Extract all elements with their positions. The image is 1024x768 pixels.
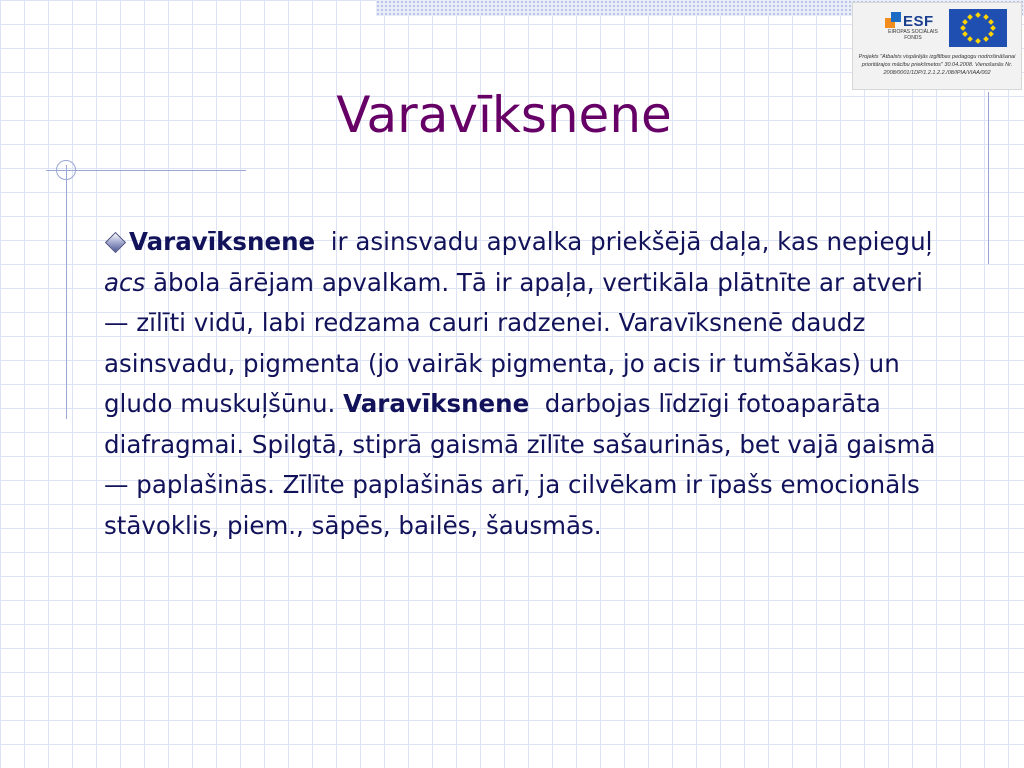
decor-ring bbox=[56, 160, 76, 180]
esf-logo-panel bbox=[852, 2, 1022, 90]
eu-flag-icon bbox=[949, 9, 1007, 47]
slide-title: Varavīksnene bbox=[336, 86, 672, 144]
project-text: Projekts "Atbalsts vispārējās izglītības pedagogu nodrošināšanai prioritārajos mācību priekšmetos" 30.04.2008. Vienošanās Nr. 2008/0001/1DP/1.2.1.2.2./08/IPIA/VIAA/002 bbox=[858, 54, 1016, 76]
term-varaviksnene-1: Varavīksnene bbox=[129, 227, 316, 256]
diamond-bullet-icon bbox=[105, 231, 126, 252]
decor-line-left bbox=[66, 165, 67, 419]
italic-word-acs: acs bbox=[104, 267, 146, 297]
decor-line-horizontal bbox=[46, 170, 246, 171]
body-text-part-3: darbojas līdzīgi fotoaparāta diafragmai. Spilgtā, stiprā gaismā zīlīte sašaurinās, bet vajā gaismā — paplašinās. Zīlīte paplašinās arī, ja cilvēkam ir īpašs emocionāls stāvoklis, piem., sāpēs, bailēs, šausmās. bbox=[104, 389, 944, 540]
slide-body-paragraph bbox=[104, 222, 954, 546]
body-text-part-2: ābola ārējam apvalkam. Tā ir apaļa, vertikāla plātnīte ar atveri — zīlīti vidū, labi redzama cauri radzenei. Varavīksnenē daudz asinsvadu, pigmenta (jo vairāk pigmenta, jo acis ir tumšākas) un gludo muskuļšūnu. bbox=[104, 267, 923, 418]
esf-logo-subtitle: EIROPAS SOCIĀLAIS FONDS bbox=[888, 29, 938, 41]
body-text-part-1: ir asinsvadu apvalka priekšējā daļa, kas nepieguļ bbox=[315, 227, 941, 256]
term-varaviksnene-2: Varavīksnene bbox=[343, 389, 530, 418]
esf-logo-text: ESF bbox=[903, 13, 934, 30]
